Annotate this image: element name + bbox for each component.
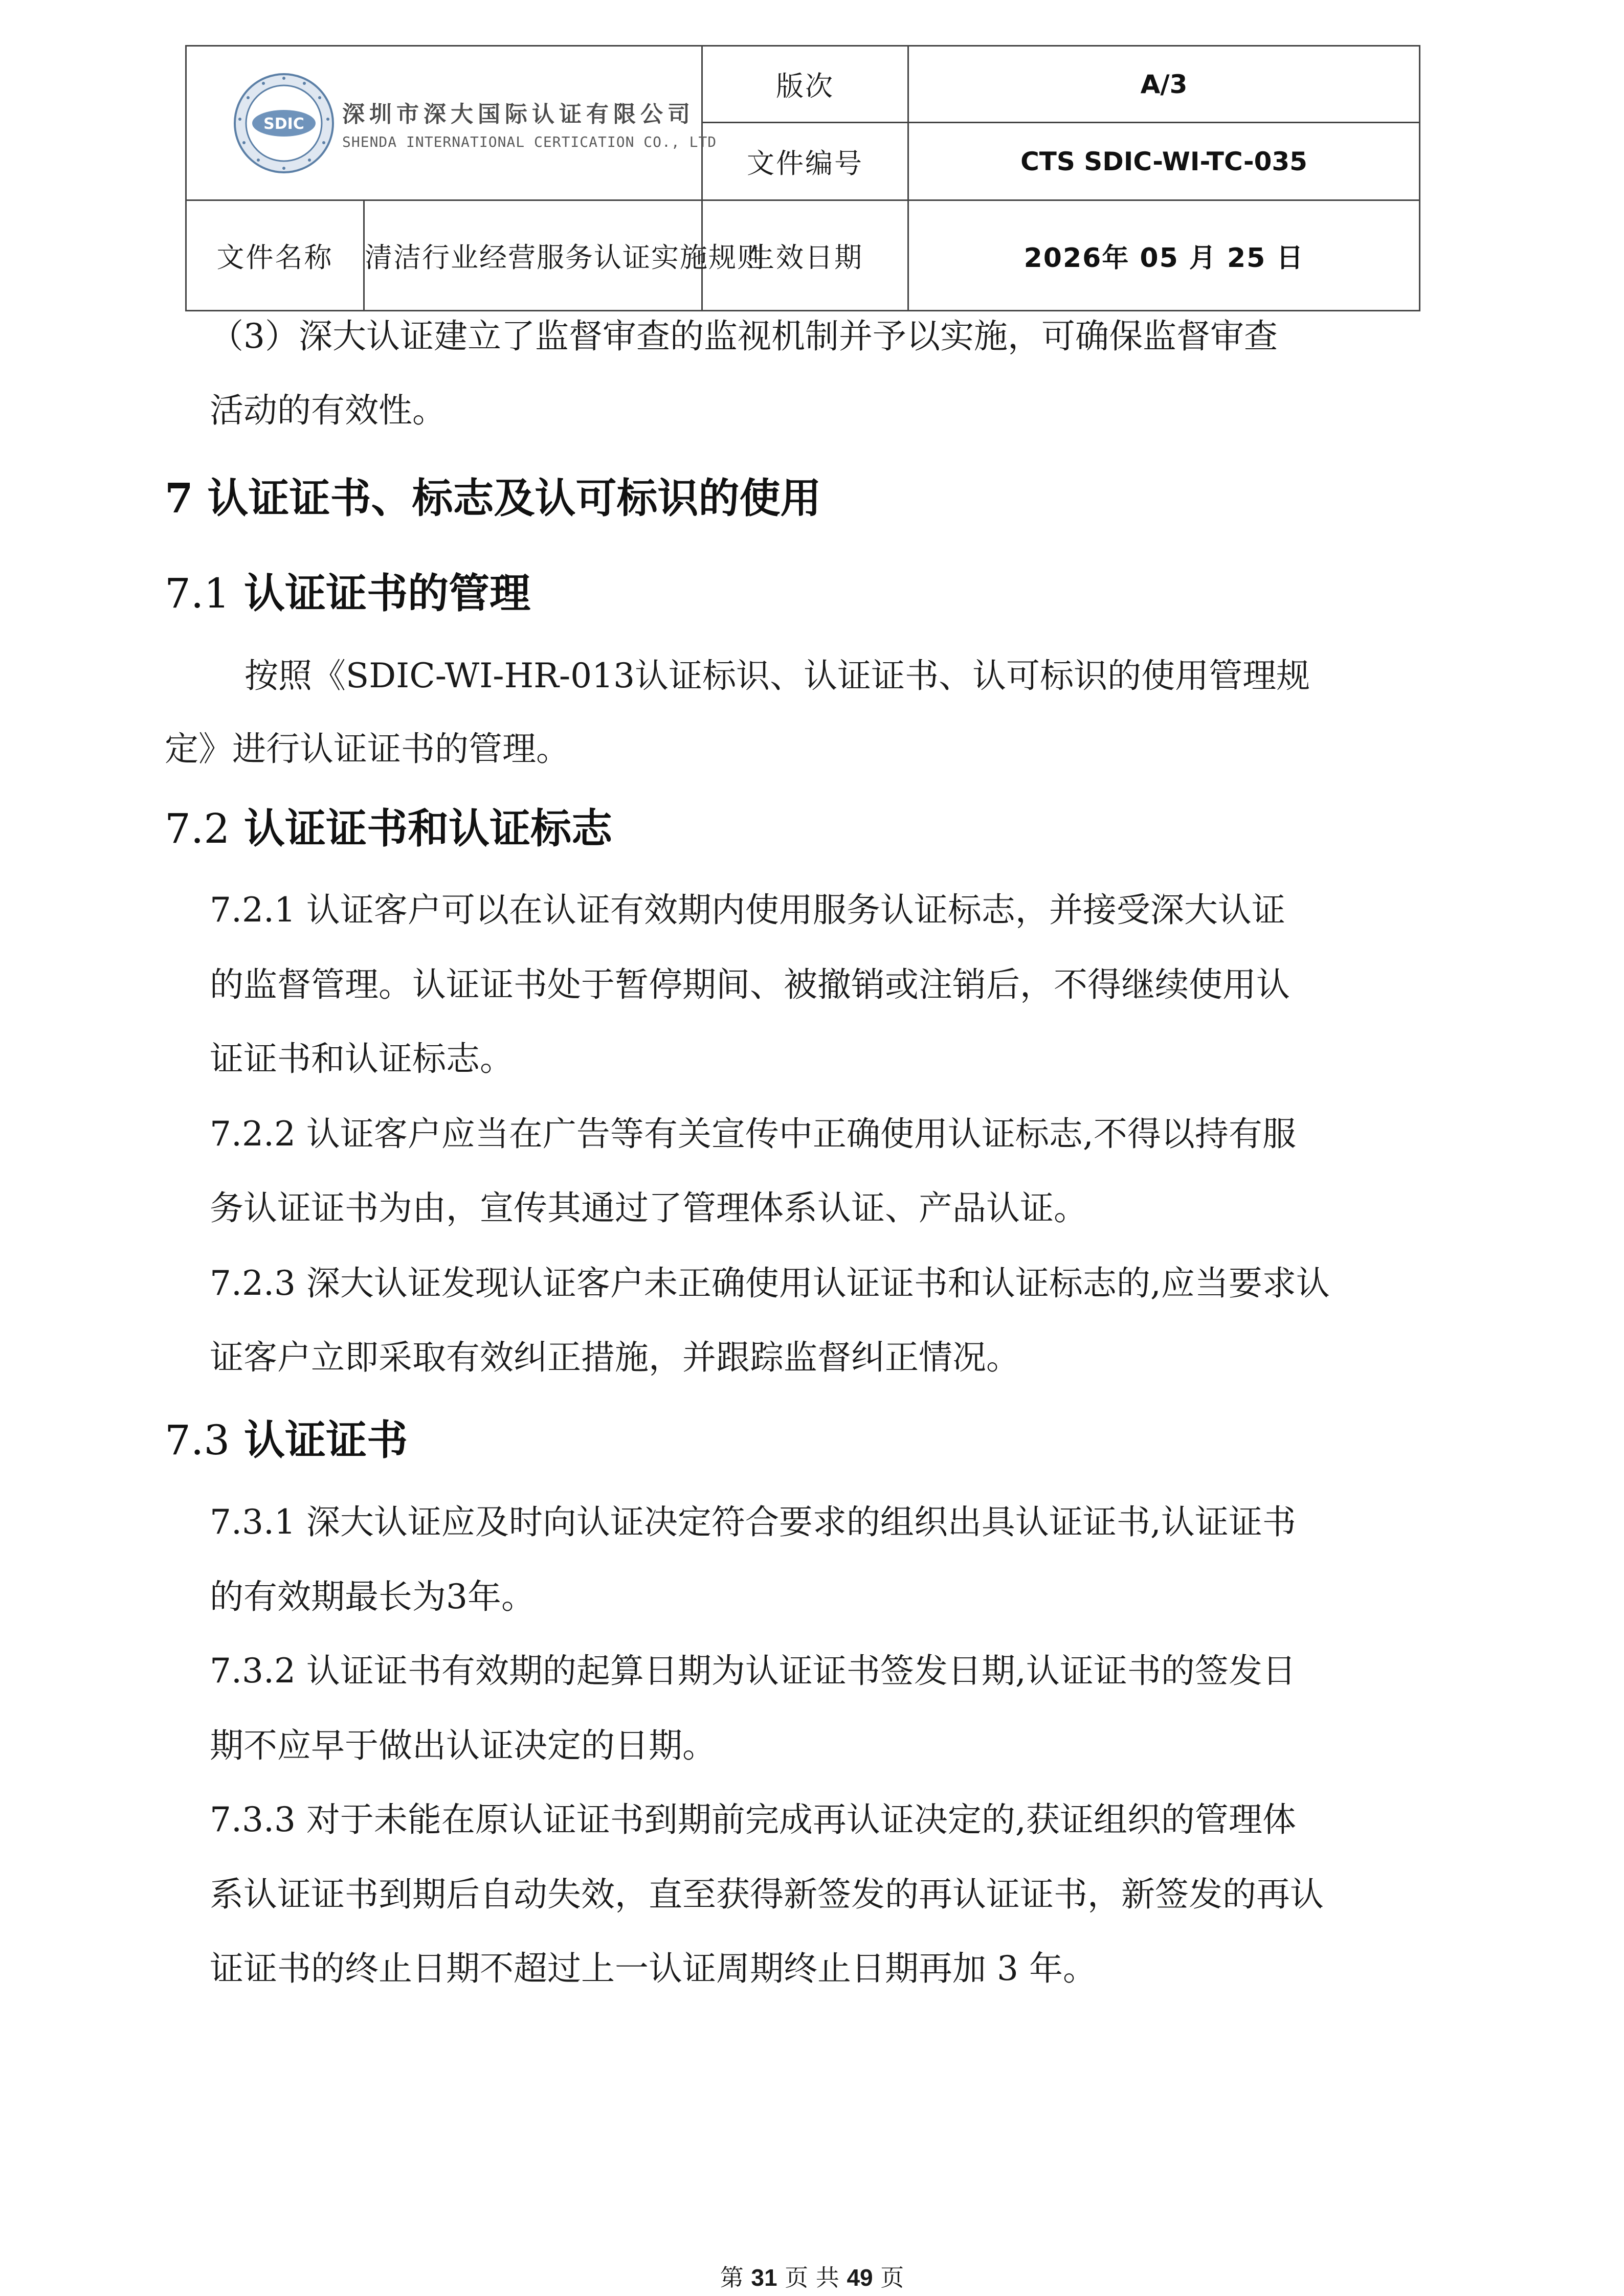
effective-date-label: 生效日期: [702, 200, 908, 311]
footer-prefix: 第: [720, 2264, 744, 2291]
paragraph-line: 7.2.2 认证客户应当在广告等有关宣传中正确使用认证标志,不得以持有服: [210, 1114, 1296, 1154]
paragraph-line: 7.3.1 深大认证应及时向认证决定符合要求的组织出具认证证书,认证证书: [210, 1502, 1296, 1542]
paragraph-line: 定》进行认证证书的管理。: [165, 729, 570, 769]
paragraph-line: 7.2.3 深大认证发现认证客户未正确使用认证证书和认证标志的,应当要求认: [210, 1264, 1330, 1303]
document-header-table: [185, 45, 1420, 311]
paragraph-line: 系认证证书到期后自动失效，直至获得新签发的再认证证书，新签发的再认: [210, 1875, 1324, 1914]
current-page-number: 31: [751, 2264, 777, 2291]
section-number: 7.1: [165, 570, 230, 617]
section-title: 认证证书的管理: [244, 569, 531, 617]
effective-date-value: 2026年 05 月 25 日: [908, 200, 1420, 311]
paragraph-line: 7.3.2 认证证书有效期的起算日期为认证证书签发日期,认证证书的签发日: [210, 1651, 1296, 1691]
paragraph-line: 期不应早于做出认证决定的日期。: [210, 1726, 716, 1765]
paragraph-line: 证证书的终止日期不超过上一认证周期终止日期再加 3 年。: [210, 1949, 1097, 1988]
paragraph-line: 按照《SDIC-WI-HR-013认证标识、认证证书、认可标识的使用管理规: [244, 656, 1310, 695]
logo-text: SDIC: [263, 115, 304, 133]
footer-suffix: 页: [880, 2264, 904, 2291]
paragraph-line: 的有效期最长为3年。: [210, 1577, 535, 1616]
section-heading-7-3: [165, 1415, 408, 1465]
paragraph-line: 证证书和认证标志。: [210, 1039, 514, 1078]
paragraph-line: 务认证证书为由，宣传其通过了管理体系认证、产品认证。: [210, 1188, 1087, 1228]
company-seal-logo: [233, 72, 335, 174]
doc-name-label: 文件名称: [186, 200, 364, 311]
paragraph-line: 活动的有效性。: [210, 391, 446, 430]
company-name-cn: 深圳市深大国际认证有限公司: [342, 101, 695, 127]
section-number: 7.2: [165, 805, 230, 852]
section-title: 认证证书和认证标志: [244, 804, 613, 852]
edition-value: A/3: [908, 46, 1420, 123]
section-number: 7.3: [165, 1416, 230, 1464]
total-page-count: 49: [847, 2264, 873, 2291]
paragraph-line: （3）深大认证建立了监督审查的监视机制并予以实施，可确保监督审查: [210, 317, 1278, 356]
section-heading-7-2: [165, 804, 612, 853]
section-heading-7: 7 认证证书、标志及认可标识的使用: [165, 474, 821, 522]
edition-label: 版次: [702, 46, 908, 123]
paragraph-line: 证客户立即采取有效纠正措施，并跟踪监督纠正情况。: [210, 1338, 1020, 1377]
doc-number-label: 文件编号: [702, 123, 908, 200]
paragraph-line: 7.3.3 对于未能在原认证证书到期前完成再认证决定的,获证组织的管理体: [210, 1800, 1296, 1839]
footer-mid: 页 共: [785, 2264, 839, 2291]
doc-name-value: 清洁行业经营服务认证实施规则: [364, 200, 702, 311]
doc-number-value: CTS SDIC-WI-TC-035: [908, 123, 1420, 200]
section-title: 认证证书: [244, 1416, 408, 1464]
page-footer: [0, 2259, 1624, 2293]
paragraph-line: 7.2.1 认证客户可以在认证有效期内使用服务认证标志，并接受深大认证: [210, 890, 1285, 930]
paragraph-line: 的监督管理。认证证书处于暂停期间、被撤销或注销后，不得继续使用认: [210, 965, 1290, 1004]
company-logo-cell: [186, 46, 717, 200]
section-heading-7-1: [165, 569, 530, 618]
company-name-en: SHENDA INTERNATIONAL CERTICATION CO., LTD: [342, 133, 717, 150]
